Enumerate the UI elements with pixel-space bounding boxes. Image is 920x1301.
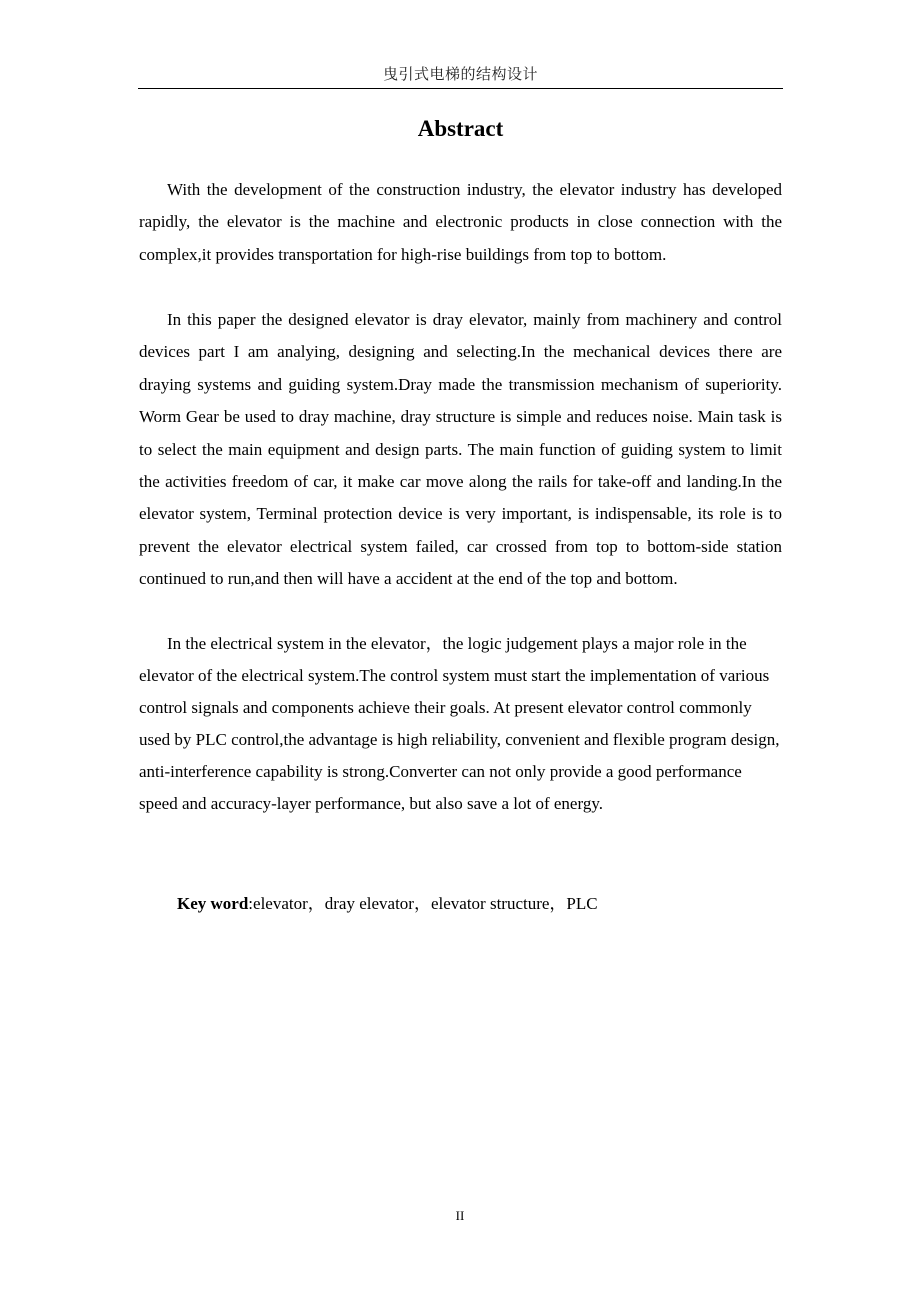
abstract-paragraph-3: In the electrical system in the elevator，the logic judgement plays a major role in the elevator of the electrical system.The control system must start the implementation of various control signals and components achieve their goals. At present elevator control commonly used by PLC control,the advantage is high reliability, convenient and flexible program design, anti-interference capability is strong.Converter can not only provide a good performance speed and accuracy-layer performance, but also save a lot of energy. [139, 634, 780, 813]
header-divider [138, 88, 783, 89]
abstract-paragraph-2: In this paper the designed elevator is dray elevator, mainly from machinery and control devices part I am analying, designing and selecting.In the mechanical devices there are draying systems and guiding system.Dray made the transmission mechanism of superiority. Worm Gear be used to dray machine, dray structure is simple and reduces noise. Main task is to select the main equipment and design parts. The main function of guiding system to limit the activities freedom of car, it make car move along the rails for take-off and landing.In the elevator system, Terminal protection device is very important, is indispensable, its role is to prevent the elevator electrical system failed, car crossed from top to bottom-side station continued to run,and then will have a accident at the end of the top and bottom. [139, 310, 782, 589]
abstract-heading: Abstract [417, 116, 504, 141]
page-number: II [455, 1208, 465, 1223]
abstract-paragraph-1: With the development of the construction industry, the elevator industry has developed rapidly, the elevator is the machine and electronic products in close connection with the complex,it provides transportation for high-rise buildings from top to bottom. [139, 180, 782, 264]
running-header: 曳引式电梯的结构设计 [382, 65, 538, 83]
keywords-label: Key word [177, 894, 249, 913]
keywords-line [177, 888, 598, 920]
keywords-list: :elevator，dray elevator，elevator structure，PLC [248, 894, 598, 913]
